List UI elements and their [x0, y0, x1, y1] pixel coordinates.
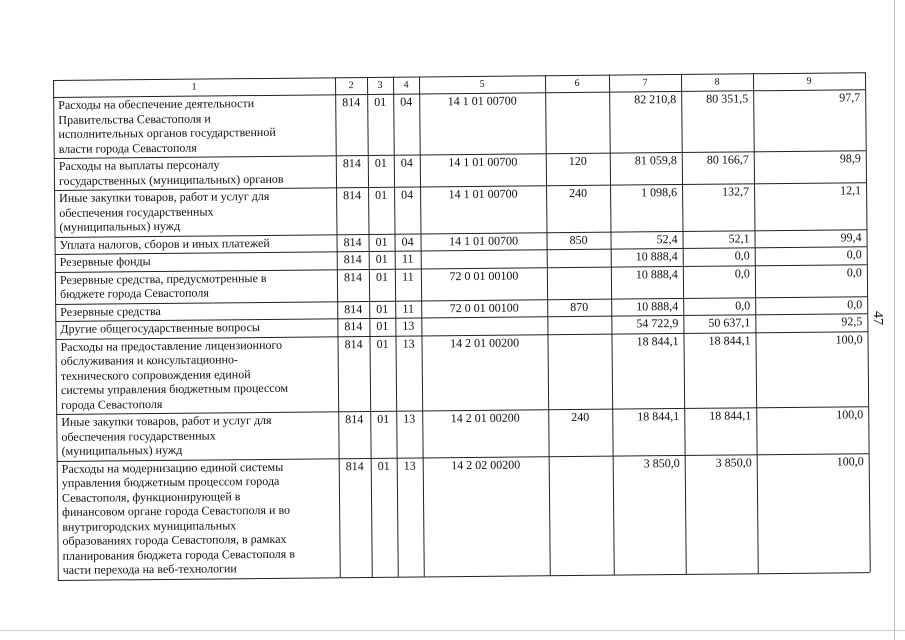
- row-cell-c4: 04: [401, 234, 414, 249]
- row-cell-c8: 0,0: [735, 297, 751, 312]
- row-name-line: образованиях города Севастополя, в рамках: [62, 531, 287, 548]
- row-cell-c9: 0,0: [846, 264, 862, 279]
- row-cell-c7: 10 888,4: [635, 266, 678, 281]
- row-cell-c7: 81 059,8: [634, 153, 677, 168]
- row-cell-c2: 814: [343, 269, 362, 284]
- row-name-line: технического сопровождения единой: [60, 366, 251, 383]
- row-cell-c6: 240: [569, 185, 588, 201]
- row-name-line: обеспечения государственных: [61, 427, 216, 444]
- row-cell-c8: 80 166,7: [706, 152, 749, 167]
- row-cell-c9: 100,0: [836, 407, 864, 422]
- row-cell-c5: 14 2 02 00200: [451, 457, 521, 472]
- budget-expenditure-table: [53, 72, 870, 595]
- row-cell-c7: 10 888,4: [635, 249, 678, 264]
- row-cell-c4: 04: [401, 187, 414, 202]
- row-cell-c9: 12,1: [840, 183, 862, 198]
- row-cell-c2: 814: [344, 301, 363, 316]
- row-cell-c2: 814: [345, 458, 364, 473]
- row-name-line: Правительства Севастополя и: [58, 110, 211, 127]
- row-name-line: Расходы на обеспечение деятельности: [58, 96, 255, 112]
- row-name-cell: [60, 235, 270, 252]
- row-cell-c8: 18 844,1: [709, 408, 752, 423]
- header-cell: 4: [403, 79, 409, 91]
- row-cell-c8: 50 637,1: [708, 315, 751, 330]
- scan-edge-right: [894, 0, 895, 640]
- row-cell-c4: 04: [400, 155, 413, 170]
- row-cell-c4: 13: [403, 458, 416, 473]
- scan-edge-bottom: [0, 630, 905, 631]
- row-name-cell: [60, 337, 288, 412]
- row-cell-c8: 18 844,1: [708, 332, 751, 348]
- row-cell-c6: 240: [571, 409, 590, 425]
- row-name-line: Расходы на выплаты персоналу: [58, 157, 220, 173]
- row-cell-c3: 01: [375, 251, 388, 266]
- row-name-line: обеспечения государственных: [59, 203, 214, 220]
- row-name-line: Расходы на модернизацию единой системы: [61, 459, 284, 476]
- row-cell-c7: 3 850,0: [643, 455, 680, 470]
- row-name-line: Резервные фонды: [59, 254, 151, 269]
- row-cell-c3: 01: [376, 336, 389, 351]
- row-cell-c9: 99,4: [840, 229, 862, 244]
- row-cell-c5: 14 2 01 00200: [450, 410, 520, 426]
- row-name-line: Севастополя, функционирующей в: [61, 488, 241, 505]
- row-name-line: Иные закупки товаров, работ и услуг для: [59, 188, 270, 205]
- row-name-cell: [62, 459, 295, 577]
- row-cell-c2: 814: [342, 156, 361, 171]
- row-name-line: финансовом органе города Севастополя и во: [62, 502, 291, 519]
- row-cell-c9: 0,0: [846, 247, 862, 262]
- row-cell-c6: 850: [569, 232, 588, 247]
- row-cell-c4: 04: [400, 94, 413, 109]
- row-cell-c3: 01: [375, 269, 388, 284]
- row-name-line: Уплата налогов, сборов и иных платежей: [59, 235, 270, 252]
- row-cell-c9: 100,0: [835, 331, 863, 347]
- header-cell: 6: [574, 77, 580, 89]
- row-cell-c3: 01: [375, 234, 388, 249]
- row-cell-c5: 14 1 01 00700: [447, 93, 517, 109]
- row-name-cell: [59, 189, 270, 235]
- row-name-line: Расходы на предоставление лицензионного: [60, 337, 283, 354]
- row-name-line: бюджете города Севастополя: [59, 285, 209, 301]
- row-cell-c5: 14 2 01 00200: [449, 335, 520, 350]
- row-name-line: обслуживания и консультационно-: [60, 352, 239, 368]
- row-cell-c6: 120: [568, 153, 587, 169]
- row-cell-c4: 13: [402, 336, 415, 351]
- row-name-cell: [58, 96, 276, 156]
- row-name-line: (муниципальных) нужд: [61, 442, 183, 458]
- header-cell: 1: [191, 81, 197, 93]
- row-cell-c6: 870: [570, 299, 589, 314]
- row-cell-c3: 01: [374, 155, 387, 170]
- row-cell-c2: 814: [345, 412, 364, 427]
- row-name-cell: [60, 303, 161, 318]
- row-cell-c5: 14 1 01 00700: [448, 233, 519, 248]
- row-cell-c7: 54 722,9: [636, 316, 679, 331]
- row-cell-c9: 100,0: [836, 453, 864, 468]
- row-cell-c3: 01: [377, 411, 390, 426]
- row-cell-c9: 92,5: [841, 314, 863, 329]
- row-cell-c7: 1 098,6: [641, 185, 678, 200]
- row-name-line: города Севастополя: [61, 396, 163, 412]
- row-name-cell: [60, 320, 260, 336]
- row-cell-c7: 10 888,4: [636, 298, 679, 313]
- row-name-line: власти города Севастополя: [58, 140, 197, 156]
- row-name-line: Резервные средства, предусмотренные в: [59, 270, 267, 287]
- row-cell-c8: 0,0: [734, 265, 750, 280]
- row-name-cell: [61, 413, 272, 459]
- row-cell-c5: 14 1 01 00700: [448, 154, 518, 170]
- row-cell-c3: 01: [376, 301, 389, 316]
- row-cell-c3: 01: [376, 318, 389, 333]
- row-cell-c8: 52,1: [728, 230, 750, 246]
- row-name-cell: [59, 157, 284, 188]
- row-name-line: Другие общегосударственные вопросы: [60, 320, 261, 336]
- row-name-line: Резервные средства: [60, 303, 161, 319]
- row-cell-c8: 3 850,0: [715, 454, 752, 470]
- row-cell-c5: 14 1 01 00700: [448, 186, 518, 202]
- row-cell-c2: 814: [343, 234, 362, 249]
- table-column-border: [545, 75, 551, 574]
- row-cell-c9: 0,0: [847, 296, 863, 311]
- row-cell-c4: 11: [401, 251, 414, 266]
- header-cell: 8: [714, 76, 720, 88]
- row-cell-c9: 97,7: [839, 90, 861, 105]
- row-cell-c3: 01: [375, 187, 388, 202]
- row-cell-c2: 814: [343, 252, 362, 267]
- row-cell-c3: 01: [374, 94, 387, 109]
- row-cell-c8: 80 351,5: [706, 91, 749, 106]
- row-name-cell: [60, 270, 267, 301]
- row-name-cell: [60, 254, 151, 269]
- row-cell-c7: 52,4: [656, 231, 678, 246]
- row-cell-c4: 11: [402, 301, 415, 316]
- header-cell: 5: [479, 78, 485, 90]
- row-name-line: (муниципальных) нужд: [59, 218, 181, 234]
- row-name-line: исполнительных органов государственной: [58, 124, 276, 141]
- row-cell-c5: 72 0 01 00100: [449, 300, 519, 315]
- row-cell-c4: 13: [402, 318, 415, 333]
- row-cell-c7: 82 210,8: [634, 92, 677, 107]
- row-cell-c8: 0,0: [734, 248, 750, 263]
- row-name-line: внутригородских муниципальных: [62, 517, 237, 534]
- row-name-line: системы управления бюджетным процессом: [60, 380, 289, 397]
- row-cell-c2: 814: [344, 336, 363, 351]
- row-cell-c7: 18 844,1: [637, 409, 680, 424]
- row-cell-c4: 13: [403, 411, 416, 426]
- row-cell-c7: 18 844,1: [636, 333, 679, 348]
- row-cell-c8: 132,7: [722, 184, 750, 199]
- row-name-line: управления бюджетным процессом города: [61, 473, 280, 490]
- header-cell: 2: [348, 80, 354, 92]
- header-cell: 3: [377, 79, 383, 91]
- row-name-line: части перехода на веб-технологии: [62, 561, 237, 577]
- header-cell: 7: [642, 77, 648, 89]
- row-cell-c2: 814: [343, 188, 362, 203]
- row-cell-c4: 11: [402, 269, 414, 284]
- row-cell-c9: 98,9: [839, 151, 861, 166]
- page-number: 47: [870, 311, 885, 325]
- header-cell: 9: [806, 75, 812, 87]
- row-cell-c3: 01: [377, 458, 390, 473]
- row-name-line: Иные закупки товаров, работ и услуг для: [61, 412, 272, 429]
- row-name-line: планирования бюджета города Севастополя в: [62, 546, 296, 563]
- row-cell-c2: 814: [344, 319, 363, 334]
- row-cell-c2: 814: [342, 95, 361, 110]
- row-name-line: государственных (муниципальных) органов: [58, 171, 284, 188]
- row-cell-c5: 72 0 01 00100: [449, 268, 519, 283]
